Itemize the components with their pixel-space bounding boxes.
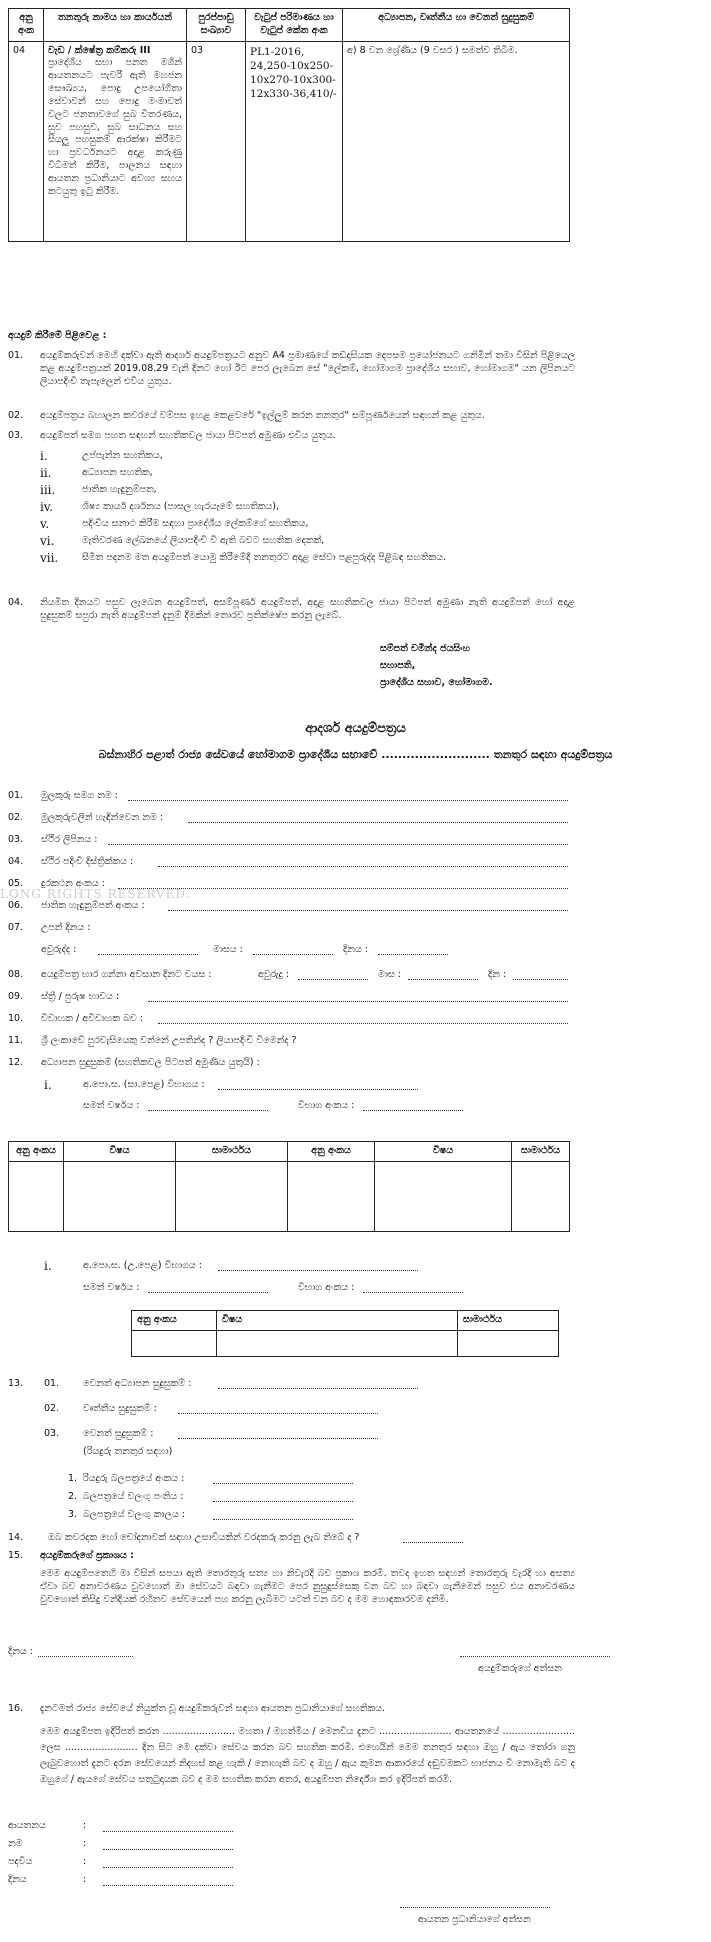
table-row [9,41,570,241]
para-number: 15. [8,1550,24,1561]
para-04: නියමිත දිනයට පසුව ලැබෙන අයදුම්පත්, අසම්පූර්ණ අයදුම්පත්, අදාළ සහතිකවල ජායා පිටපත් අමුණා නැති අයදුම්පත් හෝ අදාළ සුදුසුකම් සපුරා නැති අයදුම්පත් දැනුම් දීමකින් තොරව ප්‍රතික්ෂේප කරනු ලැබේ. [40,597,575,621]
col-header: විෂය [64,1142,176,1162]
list-item: ii. අධ්‍යාපන සහතික, [40,466,153,480]
table-row[interactable] [132,1330,559,1356]
list-item: i. උප්පැන්න සහතිකය, [40,449,163,463]
applicant-signature-line[interactable] [460,1655,610,1657]
signatory-org: ප්‍රාදේශීය සභාව, හෝමාගම. [380,677,493,688]
col-header: වැටුප් පරිමාණය හා වැටුප් කේත අංක [246,9,343,42]
declaration-heading: අයදුම්කරුගේ ප්‍රකාශය : [40,1550,134,1561]
form-subtitle: බස්නාහිර පළාත් රාජ්‍ය සේවයේ හෝමාගම ප්‍රාදේශීය සභාවේ .......................... තනතුර සඳහා අයදුම්පත්‍රය [98,748,613,761]
qualification: අ) 8 වන ශ්‍රේණිය (9 වසර ) සමත්ව තිබීම. [343,41,570,241]
col-header: සාමාර්ථය [512,1142,570,1162]
vacancies: 03 [187,41,246,241]
al-results-table [131,1310,559,1357]
col-header: පුරප්පාඩු සංඛ්‍යාව [187,9,246,42]
para-number: 01. [8,350,24,361]
para-number: 02. [8,410,24,421]
date-line[interactable] [38,1655,133,1657]
cert-row[interactable]: දිනය : [8,1874,268,1892]
para-01: අයදුම්කරුවන් මෙහි දක්වා ඇති ආදර්ශ අයදුම්පත්‍රයට අනුව A4 ප්‍රමාණයේ කඩදාසියක දෙපසම ප්‍රයෝජනයට ගනිමින් තමා විසින් පිළියෙල කළ අයදුම්පත්‍රයක් 2019.08.29 වැනි දිනට හෝ ඊට පෙර ලැබෙන සේ "ලේකම්, හෝමාගම ප්‍රාදේශීය සභාව, හෝමාගම" යන ලිපිනයට ලියාපදිංචි තැපැලෙන් එවිය යුතුය. [40,350,575,387]
vacancy-table [8,8,570,242]
col-header: අනු අංකය [132,1311,217,1331]
para-03: අයදුම්පත් සමග පහත සඳහන් සහතිකවල ජායා පිටපත් අමුණා එවිය යුතුය. [40,430,336,441]
table-header-row [132,1311,559,1331]
list-item: vii. සීමිත පදනම මත අයදුම්පත් යොමු කිරීමේදී තනතුරට අදාළ සේවා පළපුරුද්ද පිළිබඳ සහතිකය. [40,551,447,565]
col-header: අනු අංකය [9,1142,64,1162]
driver-note: (රියදුරු තනතුර සඳහා) [83,1446,173,1457]
cert-row[interactable]: පදවිය : [8,1856,268,1874]
head-cert-heading: දැනටමත් රාජ්‍ය සේවයේ නියුක්ත වූ අයදුම්කරුවන් සඳහා ආයතන ප්‍රධානියාගේ සහතිකය. [40,1703,386,1714]
form-title: ආදර්ශ අයදුම්පත්‍රය [305,721,406,736]
head-cert-text: මෙම අයදුම්පත ඉදිරිපත් කරන ........................ මහතා / මහත්මිය / මෙනවිය දැනට ........................ ආයතනයේ ........................ ලෙස ........................ දින සිට මෙ දක්වා සේවය කරන බව සහතික කරමි. එහෙයින් මෙම තනතුර සඳහා ඔහු / ඇය තෝරා ගනු ලැබුවහොත් දැනට දරන සේවයෙන් නිදහස් කළ හැකි / නොහැකි බව ද ඔහු / ඇය කුමන ආකාරයේ දඬුවමකට භාජනය වී නොමැති බව ද ඔහුගේ / ඇයගේ සේවය සතුටුදායක බව ද මම සහතික කරන අතර, අයදුම්පත නිර්දේශ කර ඉදිරිපත් කරමි. [40,1726,575,1786]
table-row[interactable] [9,1161,570,1231]
post-cell [44,41,187,241]
para-02: අයදුම්පත්‍රය බහාලන කවරයේ වම්පස ඉහළ කෙළවරේ "ඉල්ලුම් කරන තනතුර" සම්පූර්ණයෙන් සඳහන් කළ යුතුය. [40,410,485,421]
document-list [40,450,560,569]
col-header: අනු අංක [9,9,44,42]
col-header: අනු අංකය [288,1142,375,1162]
cert-row[interactable]: ආයතනය : [8,1820,268,1838]
procedure-heading: අයදුම් කිරීමේ පිළිවෙළ : [8,330,107,341]
list-item: vi. මැතිවරණ ලේඛනයේ ලියාපදිංචි වී ඇති බවට සහතික දෙකක්, [40,534,325,548]
row-number: 04 [9,41,44,241]
cert-row[interactable]: නම : [8,1838,268,1856]
applicant-signature-label: අයදුම්කරුගේ අත්සන [478,1663,562,1674]
para-number: 04. [8,597,24,608]
para-number: 03. [8,430,24,441]
list-item: v. පදිංචිය සනාථ කිරීම සඳහා ප්‍රාදේශීය ලේකම්ගේ සහතිකය, [40,517,309,531]
salary-scale: PL1-2016, 24,250-10x250-10x270-10x300-12x330-36,410/- [246,41,343,241]
post-description: ප්‍රාදේශීය සභා පනත මගින් ආයතනයට පැවරී ඇති මහජන සෞඛ්‍යය, පොදු උපයෝගිතා සේවාවන් සහ පොදු මංමාවත් වලට ජනතාවගේ සුබ විතරණය, සුව පහසුව, සුබ සාධනය සහ සියලු පහසුකම් ආරක්ෂා කිරීමට හා ප්‍රවර්ධනයට අදාළ කරුණු විධිමත් කිරීම, පාලනය සඳහා ආයතන ප්‍රධානියාට අවශ්‍ය සහය කටයුතු ඉටු කිරීම. [48,57,182,197]
ol-results-table [8,1141,570,1232]
post-title: වැඩ / ක්ෂේත්‍ර කම්කරු III [48,44,151,56]
head-signature-label: ආයතන ප්‍රධානියාගේ අත්සන [418,1914,531,1925]
cert-fields [8,1820,268,1892]
col-header: විෂය [217,1311,458,1331]
date-label: දිනය : [8,1646,33,1657]
declaration-text: මෙම අයදුම්පතෙහි මා විසින් සපයා ඇති තොරතුරු සත්‍ය හා නිවැරදි බව ප්‍රකාශ කරමි. තවද ඉහත සඳහන් තොරතුරු වැරදි හා අසත්‍ය ඒවා බව අනාවරණය වුවහොත් මා සේවයට බඳවා ගැනීමට පෙර නුසුදුස්සෙකු වන බව හා බඳවා ගැනීමෙන් පසුව එය අනාවරණය වුවහොත් කිසිදු වන්දියක් රහිතව සේවයෙන් පහ කරනු ලැබීමට යටත් වන බව ද මම හොඳකාරවම දනිමි. [40,1568,575,1605]
table-header-row [9,9,570,42]
col-header: තනතුරු නාමය හා කාර්යයන් [44,9,187,42]
para-number: 16. [8,1703,24,1714]
col-header: සාමාර්ථය [458,1311,559,1331]
col-header: සාමාර්ථය [176,1142,288,1162]
signatory-role: සභාපති, [380,660,416,671]
list-item: iii. ජාතික හැඳුනුම්පත, [40,483,157,497]
col-header: අධ්‍යාපන, වෘත්තීය හා වෙනත් සුදුසුකම් [343,9,570,42]
col-header: විෂය [375,1142,512,1162]
watermark: LONG RIGHTS RESERVED. [0,887,191,901]
table-header-row [9,1142,570,1162]
head-signature-line[interactable] [400,1906,550,1908]
list-item: iv. ශිෂ්‍ය කාර්ය දර්ශනය (පාසල හැරයෑමේ සහතිකය), [40,500,280,514]
signatory-name: සම්පත් චමින්ද ජයසිංහ [380,643,470,654]
